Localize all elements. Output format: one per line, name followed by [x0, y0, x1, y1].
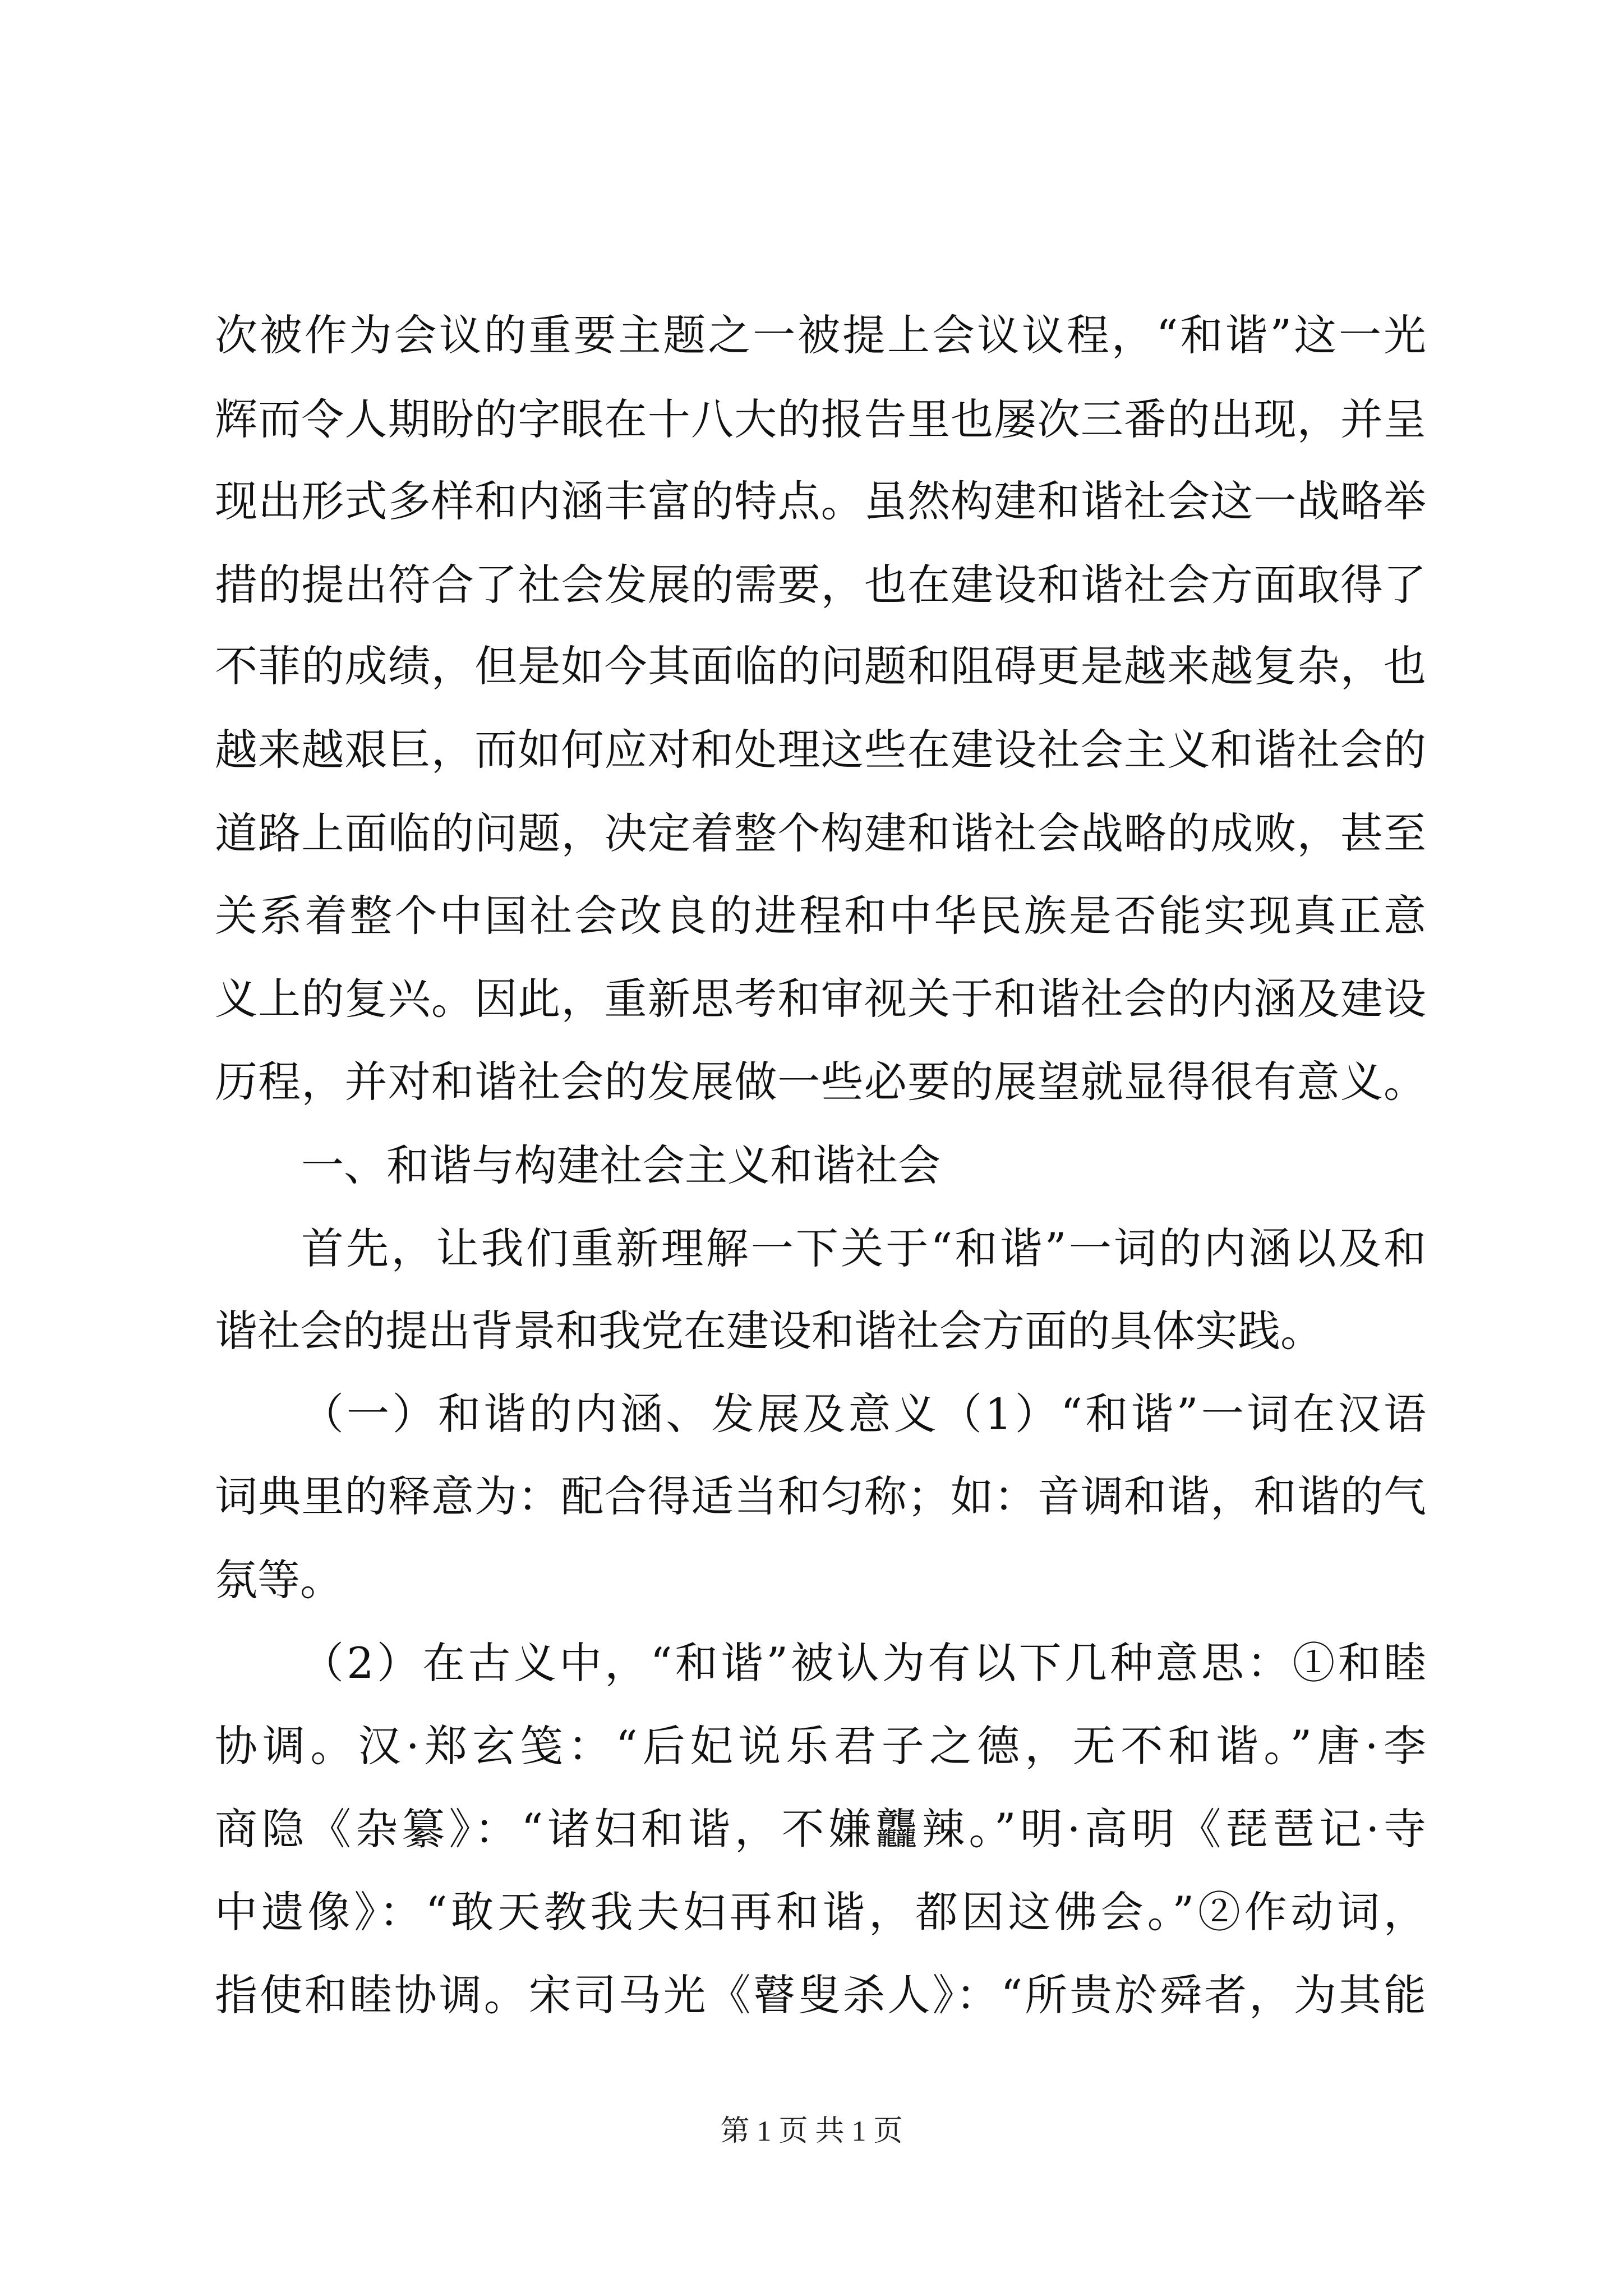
text-line: 谐社会的提出背景和我党在建设和谐社会方面的具体实践。 [215, 1306, 1323, 1356]
text-line: 协调。汉·郑玄笺：“后妃说乐君子之德，无不和谐。”唐·李 [215, 1721, 1426, 1771]
text-line: 商隐《杂纂》：“诸妇和谐，不嫌龘辣。”明·高明《琵琶记·寺 [215, 1804, 1426, 1854]
paragraph-first-line: （2）在古义中，“和谐”被认为有以下几种意思：①和睦 [301, 1638, 1426, 1688]
text-line: 不菲的成绩，但是如今其面临的问题和阻碍更是越来越复杂，也 [215, 641, 1426, 691]
text-line: 词典里的释意为：配合得适当和匀称；如：音调和谐，和谐的气 [215, 1471, 1426, 1521]
text-line: 关系着整个中国社会改良的进程和中华民族是否能实现真正意 [215, 891, 1426, 941]
page-number: 第 1 页 共 1 页 [720, 2115, 903, 2147]
text-line: 措的提出符合了社会发展的需要，也在建设和谐社会方面取得了 [215, 560, 1426, 610]
text-line: 越来越艰巨，而如何应对和处理这些在建设社会主义和谐社会的 [215, 725, 1426, 775]
text-line: 中遗像》：“敢天教我夫妇再和谐，都因这佛会。”②作动词， [215, 1887, 1426, 1937]
paragraph-first-line: 首先，让我们重新理解一下关于“和谐”一词的内涵以及和 [301, 1223, 1426, 1273]
text-line: 指使和睦协调。宋司马光《瞽叟杀人》：“所贵於舜者，为其能 [215, 1970, 1426, 2020]
text-line: 义上的复兴。因此，重新思考和审视关于和谐社会的内涵及建设 [215, 974, 1426, 1024]
text-line: 辉而令人期盼的字眼在十八大的报告里也屡次三番的出现，并呈 [215, 394, 1426, 444]
text-line: 氛等。 [215, 1555, 343, 1605]
text-line: 道路上面临的问题，决定着整个构建和谐社会战略的成败，甚至 [215, 808, 1426, 858]
text-line: 现出形式多样和内涵丰富的特点。虽然构建和谐社会这一战略举 [215, 476, 1426, 526]
paragraph-first-line: （一）和谐的内涵、发展及意义（1）“和谐”一词在汉语 [301, 1389, 1426, 1439]
text-line: 历程，并对和谐社会的发展做一些必要的展望就显得很有意义。 [215, 1057, 1426, 1107]
text-line: 次被作为会议的重要主题之一被提上会议议程，“和谐”这一光 [215, 310, 1426, 360]
section-heading: 一、和谐与构建社会主义和谐社会 [301, 1140, 940, 1190]
